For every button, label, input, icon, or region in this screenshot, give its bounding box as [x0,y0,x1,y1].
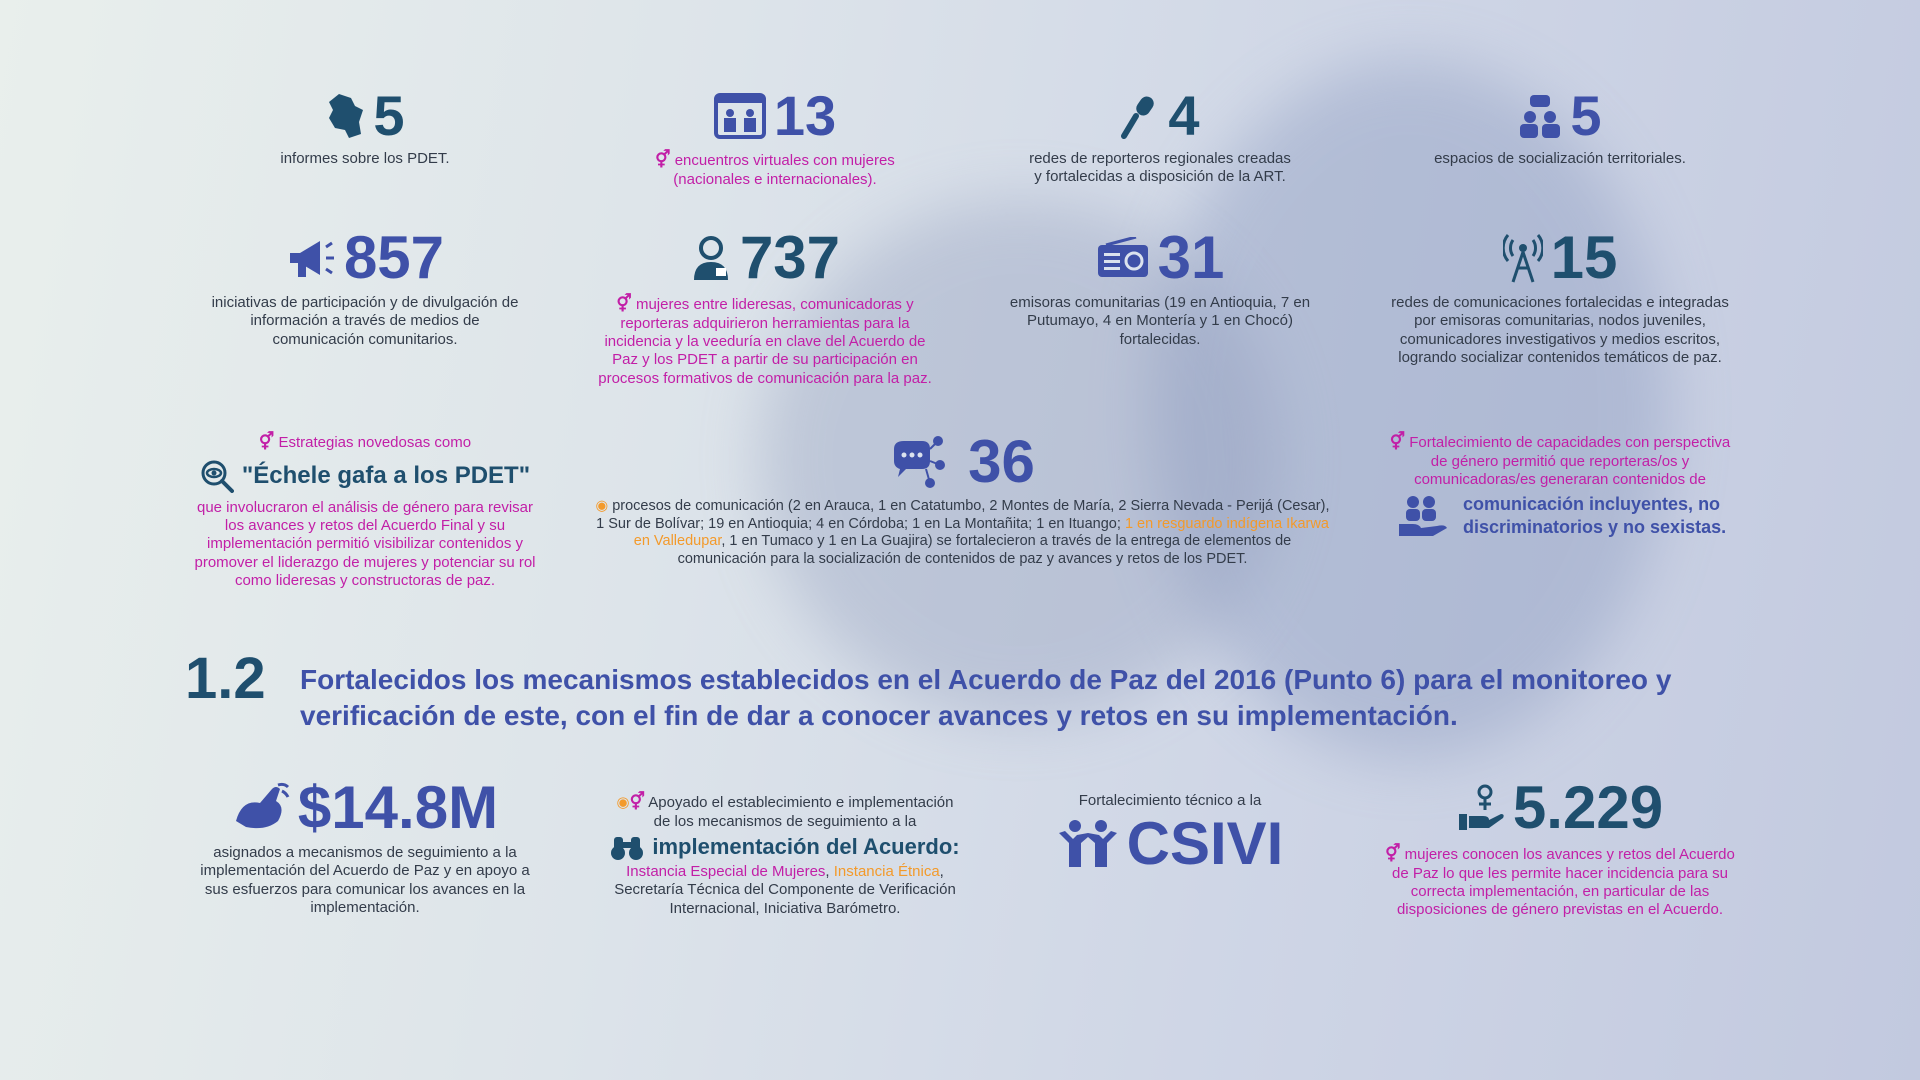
stat-description: informes sobre los PDET. [280,150,450,167]
stat-number: 31 [1157,224,1225,291]
stat-description: iniciativas de participación y de divulgación de información a través de medios de comunicación comunitarios. [211,294,519,348]
block-mecanismos [610,792,960,918]
stat-fondos [195,774,535,917]
stat-description [1385,844,1735,920]
people-group-icon [1057,819,1119,869]
stat-number: 737 [739,224,841,291]
antenna-icon [1503,232,1543,284]
megaphone-icon [286,235,336,281]
stat-text: mujeres entre lideresas, comunicadoras y reporteras adquirieron herramientas para la incidencia y la veeduría en clave del Acuerdo de Paz y los PDET a partir de su participación en procesos formativos de comunicación para la paz. [598,296,932,387]
stat-description: redes de comunicaciones fortalecidas e integradas por emisoras comunitarias, nodos juveniles, comunicadores investigativos y medios escritos, logrando socializar contenidos temáticos de paz. [1391,294,1729,366]
stat-description: asignados a mecanismos de seguimiento a la implementación del Acuerdo de Paz y en apoyo a sus esfuerzos para comunicar los avances en la implementación. [200,844,530,916]
csivi-intro: Fortalecimiento técnico a la [1078,792,1262,809]
stat-number: 5 [1570,84,1602,147]
echele-text: que involucraron el análisis de género para revisar los avances y retos del Acuerdo Final y su implementación permitió visibilizar contenidos y promover el liderazgo de mujeres y potenciar su rol como lideresas y constructoras de paz. [194,498,536,589]
gender-icon: ⚥ [655,150,671,169]
binoculars-icon [610,833,644,861]
stat-description [640,150,910,189]
stat-redes-reporteros [1025,84,1295,187]
instancia-mujeres: Instancia Especial de Mujeres [626,863,826,881]
gender-icon: ⚥ [258,432,275,451]
instancia-etnica: Instancia Étnica [833,863,940,881]
block-echele-gafa [190,432,540,590]
stat-espacios [1420,84,1700,168]
stat-number: 5.229 [1512,774,1664,841]
stat-emisoras [985,224,1335,349]
procesos-text-orange: 1 en resguardo indígena Ikarwa en Valledupar [633,515,1329,550]
capacidades-bold: comunicación incluyentes, no discriminatorios y no sexistas. [1463,494,1727,537]
section-number: 1.2 [185,646,266,711]
stat-number: 5 [373,84,405,147]
gender-icon: ⚥ [1385,844,1401,863]
video-conference-icon [714,93,766,139]
stat-description [595,498,1330,569]
stat-number: 15 [1550,224,1618,291]
stat-number: 36 [968,428,1035,495]
stat-iniciativas [205,224,525,349]
stat-text: encuentros virtuales con mujeres (nacionales e internacionales). [673,152,895,188]
intro-text: Estrategias novedosas como [278,434,472,451]
stat-number: 857 [343,224,445,291]
stat-mujeres-conocen [1385,774,1735,920]
stat-number: 4 [1168,84,1200,147]
procesos-text-a: procesos de comunicación (2 en Arauca, 1 en Catatumbo, 2 Montes de María, 2 Sierra Nevada - Perijá (Cesar), 1 Sur de Bolívar; 19 en Antioquia; 4 en Córdoba; 1 en La Montañita; 1 en Ituango; [596,498,1330,532]
echele-intro [190,432,540,453]
gender-icon: ⚥ [1389,432,1406,451]
hand-person-icon [1457,784,1505,832]
microphone-icon [1120,92,1160,140]
stat-number: $14.8M [297,774,499,841]
mecanismos-intro [610,792,960,831]
block-capacidades-genero [1385,432,1735,538]
intro-text: Apoyado el establecimiento e implementación de los mecanismos de seguimiento a la [648,794,954,830]
separator: , [825,863,834,881]
stat-description [590,294,940,388]
stat-encuentros [640,84,910,189]
mecanismos-title: implementación del Acuerdo: [652,834,960,860]
ethnic-icon: ◉ [616,794,630,811]
gender-icon: ⚥ [629,792,645,811]
helping-hand-people-icon [1397,494,1449,538]
mecanismos-list [610,863,960,918]
ethnic-icon: ◉ [595,498,609,514]
peace-dove-icon [232,781,290,835]
stat-description: redes de reporteros regionales creadas y fortalecidas a disposición de la ART. [1029,150,1291,186]
section-title: Fortalecidos los mecanismos establecidos en el Acuerdo de Paz del 2016 (Punto 6) para el monitoreo y verificación de este, con el fin de dar a conocer avances y retos en su implementación. [300,664,1672,731]
stat-informes [230,84,500,168]
stat-number: 13 [773,84,837,147]
block-csivi [1020,792,1320,878]
procesos-text-b: , 1 en Tumaco y 1 en La Guajira) se fortalecieron a través de la entrega de elementos de comunicación para la socialización de contenidos de paz y avances y retos de los PDET. [677,533,1292,568]
stat-text: mujeres conocen los avances y retos del Acuerdo de Paz lo que les permite hacer incidencia para su correcta implementación, en particular de las disposiciones de género previstas en el Acuerdo. [1391,846,1735,919]
stat-procesos-comunicacion [595,428,1330,569]
chat-network-icon [890,435,946,489]
stat-description: emisoras comunitarias (19 en Antioquia, 7 en Putumayo, 4 en Montería y 1 en Chocó) fortalecidas. [1009,294,1311,348]
people-chat-icon [1518,93,1562,139]
stat-redes-comunicaciones [1385,224,1735,367]
colombia-map-icon [325,92,365,140]
csivi-title: CSIVI [1126,810,1284,878]
mecanismos-rest: , Secretaría Técnica del Componente de Verificación Internacional, Iniciativa Barómetro. [614,863,956,917]
stat-mujeres-lideresas [590,224,940,388]
radio-icon [1096,237,1150,279]
gender-icon: ⚥ [616,294,632,313]
stat-description: espacios de socialización territoriales. [1434,150,1686,167]
eye-search-icon [200,459,234,493]
woman-reporter-icon [690,234,732,282]
capacidades-text [1385,432,1735,489]
echele-title: "Échele gafa a los PDET" [241,461,531,489]
capacidades-body: Fortalecimiento de capacidades con perspectiva de género permitió que reporteras/os y comunicadoras/es generaran contenidos de [1409,434,1731,489]
